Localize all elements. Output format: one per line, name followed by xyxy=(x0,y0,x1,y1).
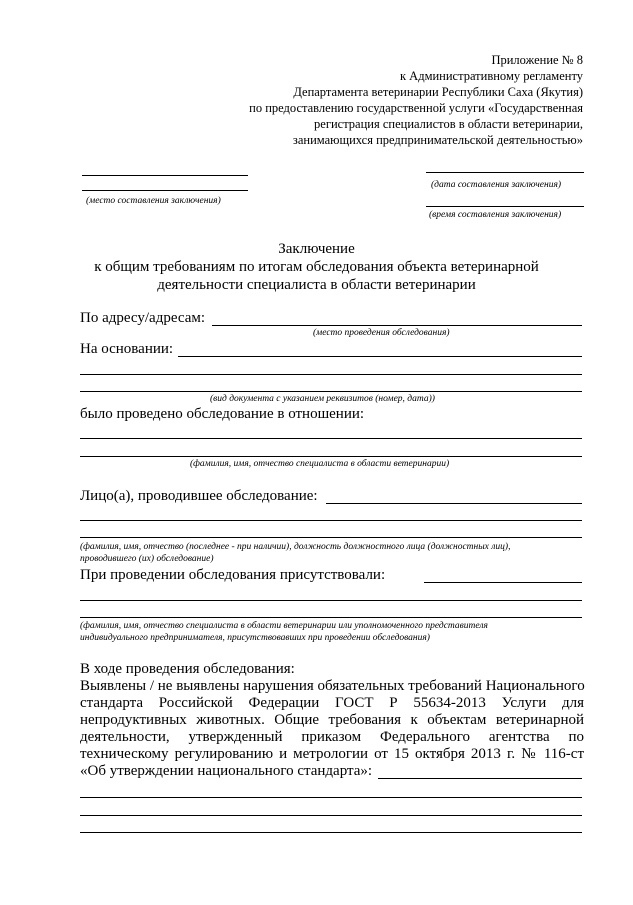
present-line-1 xyxy=(424,582,582,583)
appendix-entrepreneurs: занимающихся предпринимательской деятельностью» xyxy=(292,133,583,147)
inspector-line-2 xyxy=(80,520,582,521)
present-caption: (фамилия, имя, отчество специалиста в области ветеринарии или уполномоченного представителя индивидуального предпринимателя, присутствовавших при проведении обследования) xyxy=(80,621,488,643)
inspector-line-3 xyxy=(80,537,582,538)
place-line-2 xyxy=(82,190,248,191)
address-caption: (место проведения обследования) xyxy=(313,328,450,338)
body-line-5: техническому регулированию и метрологии от 15 октября 2013 г. № 116-ст xyxy=(80,746,584,762)
body-answer-line-2 xyxy=(80,797,582,798)
address-line xyxy=(212,325,582,326)
appendix-registration: регистрация специалистов в области ветеринарии, xyxy=(314,117,583,131)
body-answer-line-1 xyxy=(378,778,582,779)
body-line-4: деятельности, утвержденный приказом Федерального агентства по xyxy=(80,729,584,745)
body-line-6: «Об утверждении национального стандарта»: xyxy=(80,763,373,779)
present-line-3 xyxy=(80,617,582,618)
time-line xyxy=(426,206,584,207)
basis-label: На основании: xyxy=(80,341,174,357)
basis-line-3 xyxy=(80,391,582,392)
doc-title: Заключение xyxy=(278,241,355,257)
inspector-label: Лицо(а), проводившее обследование: xyxy=(80,488,318,504)
place-caption: (место составления заключения) xyxy=(86,196,221,206)
basis-line-2 xyxy=(80,374,582,375)
address-label: По адресу/адресам: xyxy=(80,310,206,326)
body-line-1: Выявлены / не выявлены нарушения обязательных требований Национального xyxy=(80,678,585,694)
present-line-2 xyxy=(80,600,582,601)
body-intro: В ходе проведения обследования: xyxy=(80,661,295,677)
appendix-department: Департамента ветеринарии Республики Саха (Якутия) xyxy=(293,85,583,99)
appendix-reglament: к Административному регламенту xyxy=(399,69,583,83)
appendix-number: Приложение № 8 xyxy=(491,53,583,67)
body-answer-line-4 xyxy=(80,832,582,833)
basis-caption: (вид документа с указанием реквизитов (номер, дата)) xyxy=(210,394,435,404)
subject-caption: (фамилия, имя, отчество специалиста в области ветеринарии) xyxy=(190,459,450,469)
subject-line-1 xyxy=(80,438,582,439)
inspector-caption: (фамилия, имя, отчество (последнее - при наличии), должность должностного лица (должностных лиц), проводившего (их) обследование) xyxy=(80,542,511,564)
subject-label: было проведено обследование в отношении: xyxy=(80,406,365,422)
place-line-1 xyxy=(82,175,248,176)
date-line xyxy=(426,172,584,173)
basis-line-1 xyxy=(178,356,582,357)
date-caption: (дата составления заключения) xyxy=(431,180,562,190)
appendix-service: по предоставлению государственной услуги «Государственная xyxy=(249,101,583,115)
body-answer-line-3 xyxy=(80,815,582,816)
time-caption: (время составления заключения) xyxy=(429,210,562,220)
body-line-3: непродуктивных животных. Общие требования к объектам ветеринарной xyxy=(80,712,584,728)
inspector-line-1 xyxy=(326,503,582,504)
body-line-2: стандарта Российской Федерации ГОСТ Р 55634-2013 Услуги для xyxy=(80,695,584,711)
subject-line-2 xyxy=(80,456,582,457)
doc-subtitle-1: к общим требованиям по итогам обследования объекта ветеринарной xyxy=(94,259,539,275)
present-label: При проведении обследования присутствовали: xyxy=(80,567,386,583)
doc-subtitle-2: деятельности специалиста в области ветеринарии xyxy=(157,277,476,293)
